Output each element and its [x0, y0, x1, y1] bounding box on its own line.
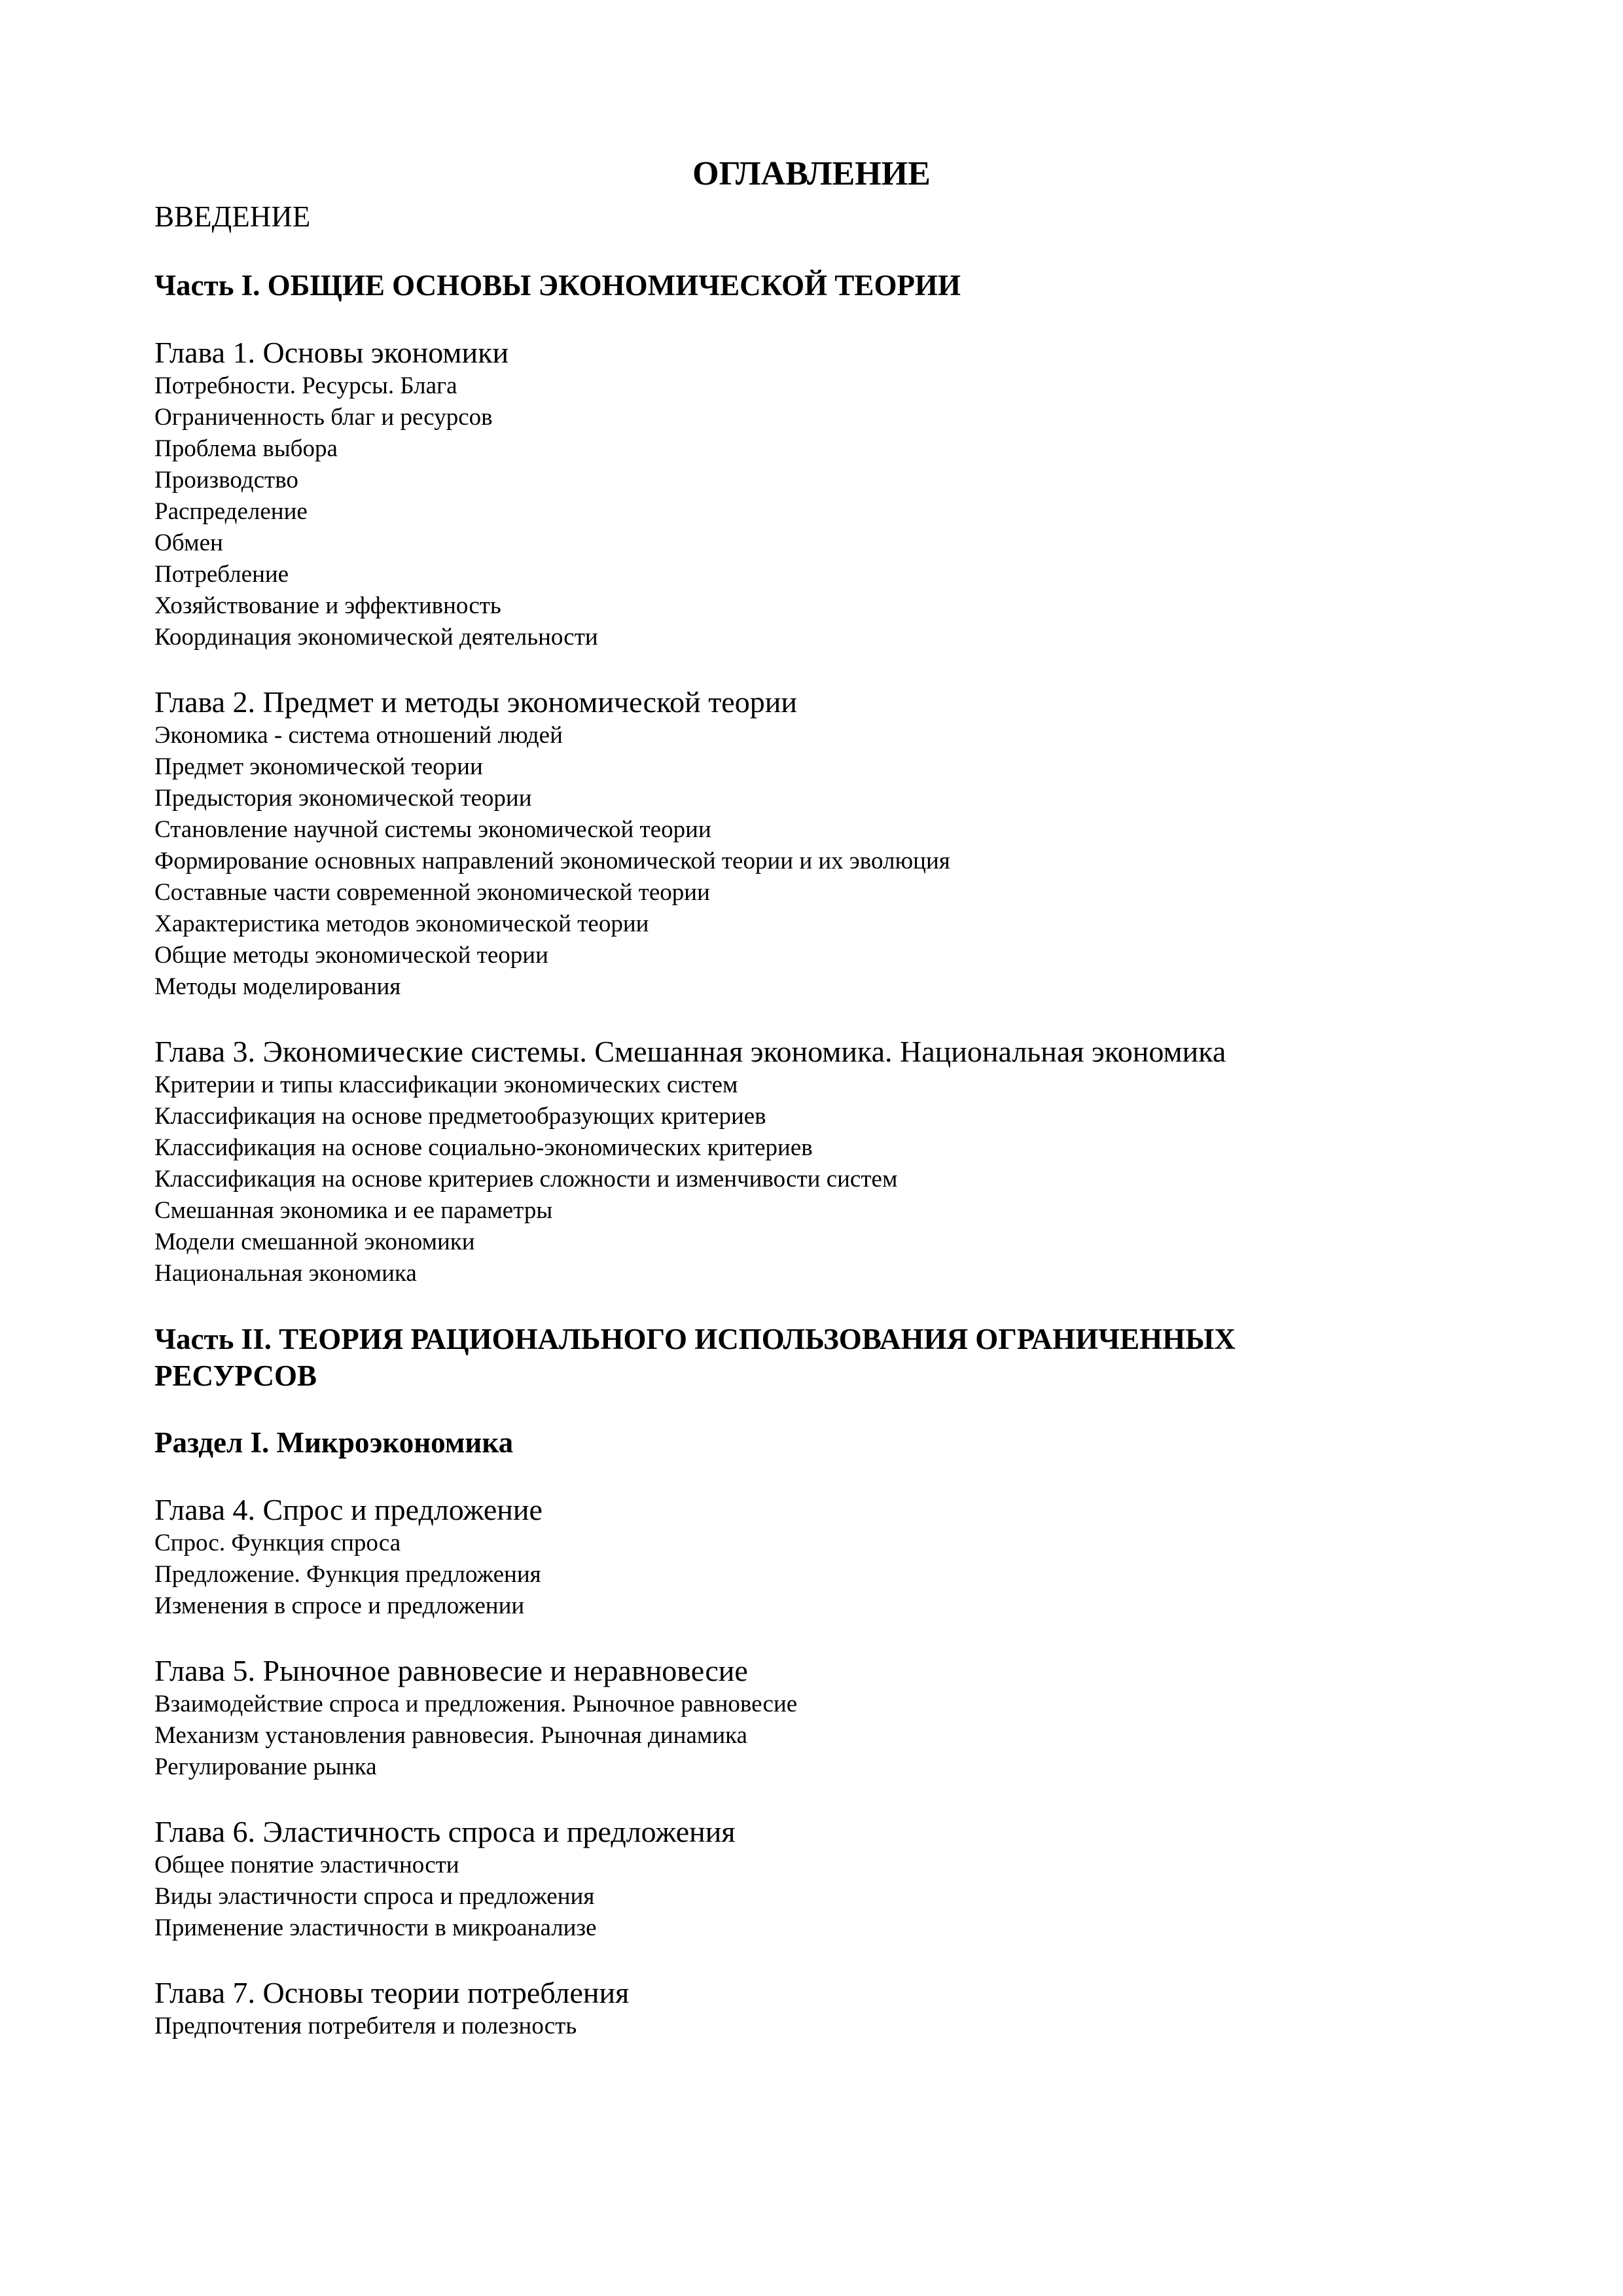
topic-item: Предпочтения потребителя и полезность — [154, 2013, 577, 2039]
topic-item: Национальная экономика — [154, 1260, 417, 1287]
intro-entry: ВВЕДЕНИЕ — [154, 200, 311, 233]
topic-item: Механизм установления равновесия. Рыночная динамика — [154, 1722, 747, 1749]
topic-item: Распределение — [154, 498, 308, 525]
chapter-6 — [154, 1814, 1463, 1944]
topic-item: Виды эластичности спроса и предложения — [154, 1883, 595, 1910]
chapter-1 — [154, 335, 1463, 653]
topic-item: Составные части современной экономической теории — [154, 879, 710, 906]
part-1-heading: Часть I. ОБЩИЕ ОСНОВЫ ЭКОНОМИЧЕСКОЙ ТЕОРИИ — [154, 269, 961, 302]
part-2-heading-line-2: РЕСУРСОВ — [154, 1359, 317, 1392]
part-2-heading-line-1: Часть II. ТЕОРИЯ РАЦИОНАЛЬНОГО ИСПОЛЬЗОВАНИЯ ОГРАНИЧЕННЫХ — [154, 1323, 1236, 1355]
topic-item: Формирование основных направлений экономической теории и их эволюция — [154, 848, 950, 874]
topic-item: Применение эластичности в микроанализе — [154, 1914, 597, 1941]
chapter-4-title: Глава 4. Спрос и предложение — [154, 1493, 543, 1526]
topic-item: Спрос. Функция спроса — [154, 1530, 401, 1556]
topic-item: Классификация на основе предметообразующих критериев — [154, 1103, 766, 1130]
section-1-heading: Раздел I. Микроэкономика — [154, 1426, 514, 1459]
topic-item: Хозяйствование и эффективность — [154, 592, 501, 619]
chapter-6-title: Глава 6. Эластичность спроса и предложения — [154, 1815, 736, 1848]
chapter-7 — [154, 1975, 1463, 2042]
topic-item: Ограниченность благ и ресурсов — [154, 404, 493, 431]
topic-item: Общее понятие эластичности — [154, 1852, 459, 1878]
chapter-2-title: Глава 2. Предмет и методы экономической теории — [154, 685, 797, 719]
page-title: ОГЛАВЛЕНИЕ — [692, 155, 931, 192]
topic-item: Потребности. Ресурсы. Блага — [154, 372, 457, 399]
topic-item: Обмен — [154, 529, 223, 556]
topic-item: Изменения в спросе и предложении — [154, 1592, 525, 1619]
topic-item: Взаимодействие спроса и предложения. Рыночное равновесие — [154, 1691, 798, 1717]
topic-item: Критерии и типы классификации экономических систем — [154, 1071, 738, 1098]
topic-item: Предложение. Функция предложения — [154, 1561, 541, 1588]
topic-item: Потребление — [154, 561, 289, 588]
topic-item: Проблема выбора — [154, 435, 338, 462]
chapter-2 — [154, 685, 1463, 1003]
chapter-5-title: Глава 5. Рыночное равновесие и неравновесие — [154, 1654, 748, 1687]
topic-item: Координация экономической деятельности — [154, 624, 598, 651]
topic-item: Классификация на основе критериев сложности и изменчивости систем — [154, 1166, 898, 1193]
topic-item: Экономика - система отношений людей — [154, 722, 563, 749]
chapter-4 — [154, 1492, 1463, 1622]
chapter-3 — [154, 1034, 1463, 1289]
chapter-7-title: Глава 7. Основы теории потребления — [154, 1976, 630, 2009]
table-of-contents — [154, 199, 1463, 2042]
topic-item: Характеристика методов экономической теории — [154, 910, 649, 937]
topic-item: Общие методы экономической теории — [154, 942, 548, 969]
topic-item: Производство — [154, 467, 298, 493]
topic-item: Классификация на основе социально-экономических критериев — [154, 1134, 813, 1161]
topic-item: Смешанная экономика и ее параметры — [154, 1197, 553, 1224]
chapter-5 — [154, 1653, 1463, 1783]
part-2-heading — [154, 1321, 1463, 1394]
chapter-3-title: Глава 3. Экономические системы. Смешанная экономика. Национальная экономика — [154, 1035, 1226, 1068]
topic-item: Предмет экономической теории — [154, 753, 483, 780]
topic-item: Модели смешанной экономики — [154, 1229, 475, 1255]
topic-item: Методы моделирования — [154, 973, 401, 1000]
topic-item: Регулирование рынка — [154, 1753, 377, 1780]
chapter-1-title: Глава 1. Основы экономики — [154, 336, 509, 369]
topic-item: Предыстория экономической теории — [154, 785, 532, 812]
topic-item: Становление научной системы экономической теории — [154, 816, 711, 843]
